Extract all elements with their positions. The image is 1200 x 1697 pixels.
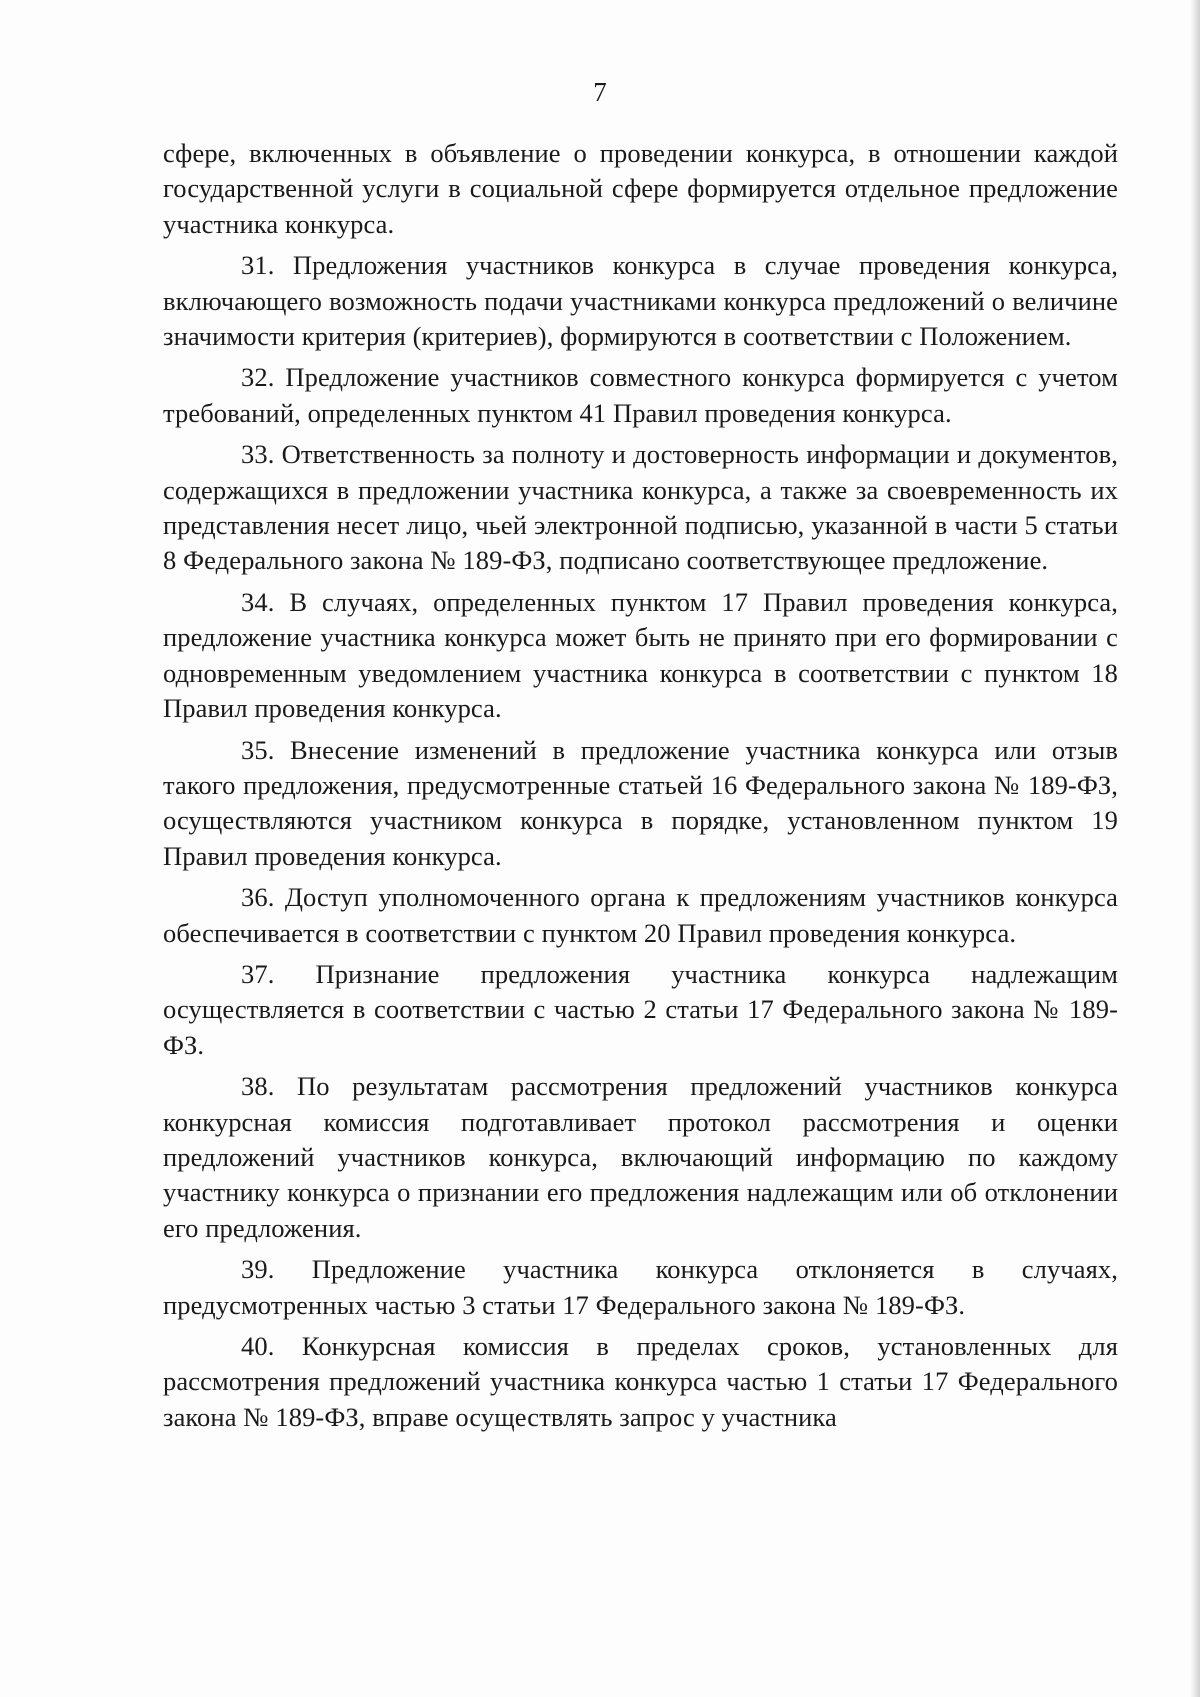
paragraph-39: 39. Предложение участника конкурса отклоняется в случаях, предусмотренных частью 3 статьи 17 Федерального закона № 189-ФЗ. — [163, 1254, 1118, 1320]
document-body — [163, 136, 1118, 1441]
paragraph-continuation: сфере, включенных в объявление о проведении конкурса, в отношении каждой государственной услуги в социальной сфере формируется отдельное предложение участника конкурса. — [163, 138, 1118, 239]
paragraph-34: 34. В случаях, определенных пунктом 17 Правил проведения конкурса, предложение участника конкурса может быть не принято при его формировании с одновременным уведомлением участника конкурса в соответствии с пунктом 18 Правил проведения конкурса. — [163, 586, 1118, 724]
paragraph-33: 33. Ответственность за полноту и достоверность информации и документов, содержащихся в предложении участника конкурса, а также за своевременность их представления несет лицо, чьей электронной подписью, указанной в части 5 статьи 8 Федерального закона № 189-ФЗ, подписано соответствующее предложение. — [163, 439, 1118, 576]
paragraph-36: 36. Доступ уполномоченного органа к предложениям участников конкурса обеспечивается в соответствии с пунктом 20 Правил проведения конкурса. — [163, 882, 1118, 948]
page-number: 7 — [593, 77, 607, 107]
scan-edge-shadow — [1190, 0, 1200, 1697]
paragraph-32: 32. Предложение участников совместного конкурса формируется с учетом требований, определенных пунктом 41 Правил проведения конкурса. — [163, 362, 1118, 428]
paragraph-40: 40. Конкурсная комиссия в пределах сроков, установленных для рассмотрения предложений участника конкурса частью 1 статьи 17 Федерального закона № 189-ФЗ, вправе осуществлять запрос у участника — [163, 1331, 1118, 1432]
paragraph-38: 38. По результатам рассмотрения предложений участников конкурса конкурсная комиссия подготавливает протокол рассмотрения и оценки предложений участников конкурса, включающий информацию по каждому участнику конкурса о признании его предложения надлежащим или об отклонении его предложения. — [163, 1071, 1118, 1243]
paragraph-31: 31. Предложения участников конкурса в случае проведения конкурса, включающего возможность подачи участниками конкурса предложений о величине значимости критерия (критериев), формируются в соответствии с Положением. — [163, 250, 1118, 352]
paragraph-35: 35. Внесение изменений в предложение участника конкурса или отзыв такого предложения, предусмотренные статьей 16 Федерального закона № 189-ФЗ, осуществляются участником конкурса в порядке, установленном пунктом 19 Правил проведения конкурса. — [163, 734, 1118, 871]
paragraph-37: 37. Признание предложения участника конкурса надлежащим осуществляется в соответствии с частью 2 статьи 17 Федерального закона № 189-ФЗ. — [163, 958, 1118, 1060]
